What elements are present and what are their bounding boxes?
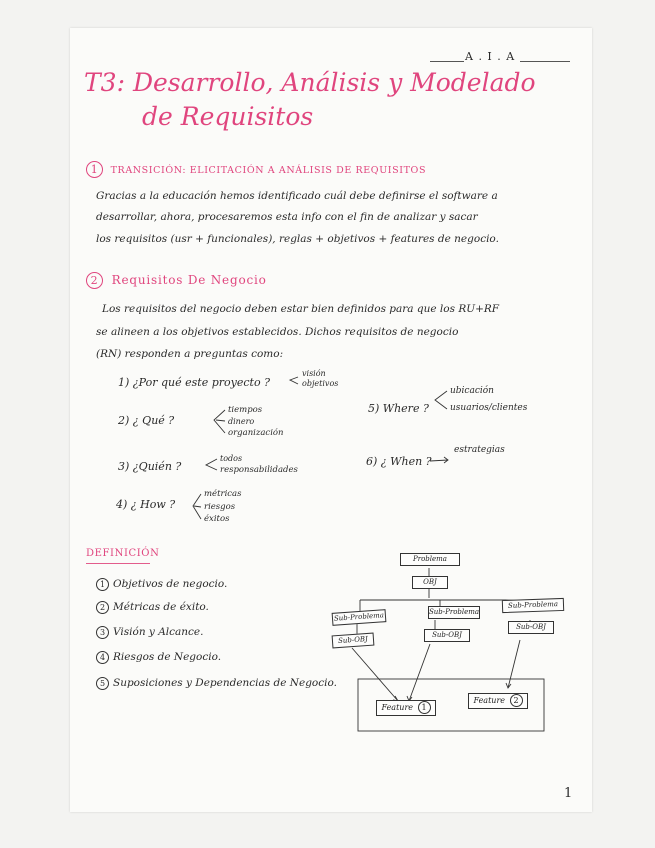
section-2-line-2: se alineen a los objetivos establecidos. Dichos requisitos de negocio bbox=[96, 326, 459, 338]
section-1-heading-text: TRANSICIÓN: ELICITACIÓN A ANÁLISIS DE REQUISITOS bbox=[110, 165, 427, 176]
question-1-answer-2: objetivos bbox=[302, 379, 339, 388]
diagram-feature-2-number: 2 bbox=[510, 694, 523, 707]
question-2-brace bbox=[214, 410, 225, 433]
section-2-heading-text: Requisitos De Negocio bbox=[111, 273, 267, 287]
diagram-sub-obj-2: Sub-OBJ bbox=[424, 629, 470, 642]
question-1-brace bbox=[290, 377, 298, 384]
question-1: 1) ¿Por qué este proyecto ? bbox=[118, 376, 270, 389]
question-2-answer-3: organización bbox=[228, 428, 284, 438]
definition-item-3-number: 3 bbox=[96, 626, 109, 639]
definition-item-1-text: Objetivos de negocio. bbox=[113, 578, 228, 590]
page-title-line-2: de Requisitos bbox=[142, 102, 314, 131]
definition-item-2-number: 2 bbox=[96, 601, 109, 614]
question-6-answer-1: estrategias bbox=[454, 445, 505, 455]
question-4-answer-3: éxitos bbox=[204, 514, 230, 524]
question-2-answer-2: dinero bbox=[228, 417, 255, 426]
diagram-sub-obj-1: Sub-OBJ bbox=[332, 633, 375, 649]
question-4-answer-2: riesgos bbox=[204, 502, 236, 512]
question-1-answer-1: visión bbox=[302, 369, 326, 378]
diagram-feature-1 bbox=[376, 700, 436, 716]
diagram-sub-problema-3: Sub-Problema bbox=[502, 598, 564, 613]
question-2: 2) ¿ Qué ? bbox=[118, 414, 175, 427]
section-2-line-3: (RN) responden a preguntas como: bbox=[96, 348, 284, 360]
notebook-page bbox=[70, 28, 592, 812]
definition-heading: DEFINICIÓN bbox=[86, 548, 160, 559]
diagram-sub-obj-3: Sub-OBJ bbox=[508, 621, 554, 634]
question-5-answer-1: ubicación bbox=[450, 386, 494, 396]
definition-item-5-text: Suposiciones y Dependencias de Negocio. bbox=[113, 677, 337, 689]
definition-item-5-number: 5 bbox=[96, 677, 109, 690]
diagram-feature-2 bbox=[468, 693, 528, 709]
question-6: 6) ¿ When ? bbox=[366, 455, 432, 468]
diagram-obj-box: OBJ bbox=[412, 576, 448, 589]
diagram-feature-1-label: Feature bbox=[381, 703, 413, 712]
section-1-line-2: desarrollar, ahora, procesaremos esta info con el fin de analizar y sacar bbox=[96, 211, 478, 223]
question-3-answer-1: todos bbox=[220, 454, 243, 463]
question-5: 5) Where ? bbox=[368, 402, 429, 415]
section-2-number: 2 bbox=[86, 272, 103, 289]
question-4: 4) ¿ How ? bbox=[116, 498, 176, 511]
section-2-line-1: Los requisitos del negocio deben estar bien definidos para que los RU+RF bbox=[102, 303, 500, 315]
definition-item-1-number: 1 bbox=[96, 578, 109, 591]
page-number: 1 bbox=[564, 786, 573, 801]
question-6-arrow bbox=[430, 460, 448, 461]
diagram-sub-problema-2: Sub-Problema bbox=[428, 606, 480, 619]
question-3: 3) ¿Quién ? bbox=[118, 460, 182, 473]
question-5-brace bbox=[435, 391, 447, 409]
question-4-answer-1: métricas bbox=[204, 489, 242, 499]
section-1-number: 1 bbox=[86, 161, 103, 178]
definition-item-4-text: Riesgos de Negocio. bbox=[113, 651, 222, 663]
definition-item-2-text: Métricas de éxito. bbox=[113, 601, 209, 613]
section-1-line-3: los requisitos (usr + funcionales), reglas + objetivos + features de negocio. bbox=[96, 233, 499, 245]
diagram-problema-box: Problema bbox=[400, 553, 460, 566]
section-1-line-1: Gracias a la educación hemos identificado cuál debe definirse el software a bbox=[96, 190, 498, 202]
definition-item-3-text: Visión y Alcance. bbox=[113, 626, 204, 638]
question-3-brace bbox=[206, 459, 217, 470]
definition-item-4-number: 4 bbox=[96, 651, 109, 664]
title-line-1: T3: Desarrollo, Análisis y Modelado bbox=[84, 68, 536, 97]
question-3-answer-2: responsabilidades bbox=[220, 465, 298, 475]
diagram-sub-problema-1: Sub-Problema bbox=[332, 609, 387, 626]
diagram-feature-2-label: Feature bbox=[473, 696, 505, 705]
diagram-feature-1-number: 1 bbox=[418, 701, 431, 714]
question-2-answer-1: tiempos bbox=[228, 405, 263, 415]
question-5-answer-2: usuarios/clientes bbox=[450, 403, 528, 413]
author-mark: A . I . A bbox=[465, 50, 516, 63]
